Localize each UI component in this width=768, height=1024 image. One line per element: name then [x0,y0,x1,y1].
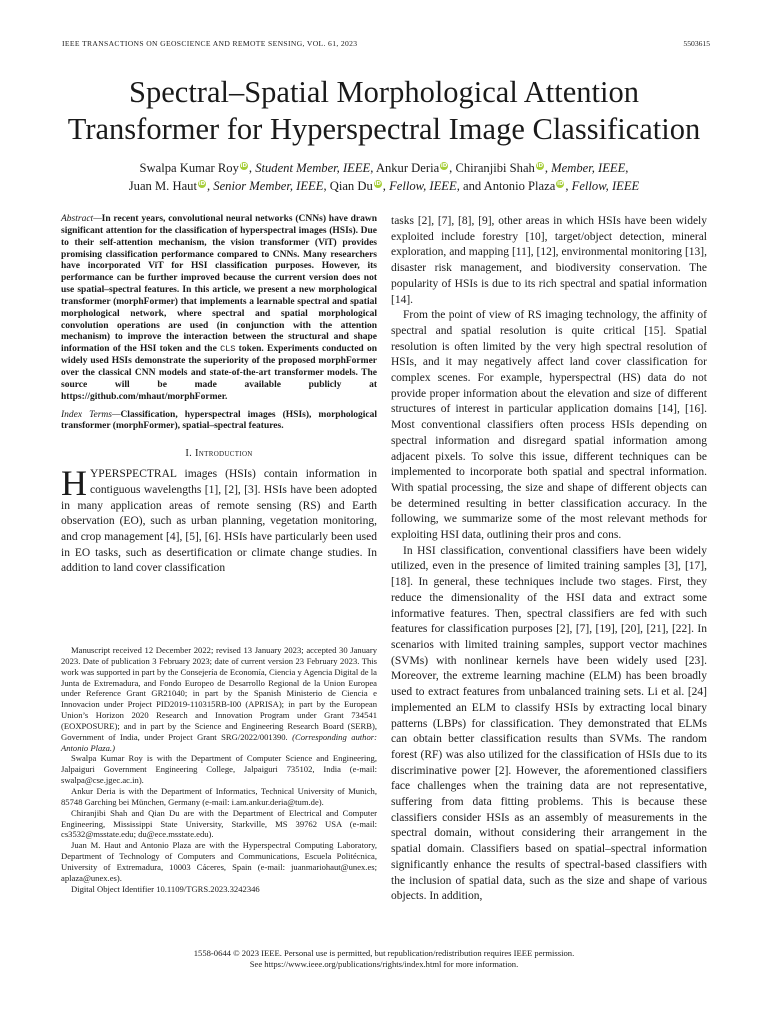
abstract-label: Abstract— [61,214,102,224]
author-name: Chiranjibi Shah [455,161,535,175]
author-role: Fellow, IEEE [389,178,457,193]
abstract [61,214,377,404]
orcid-icon[interactable]: iD [198,180,206,187]
title-line-2: Transformer for Hyperspectral Image Classification [67,112,701,146]
title-line-1: Spectral–Spatial Morphological Attention [129,75,639,109]
left-column [61,214,377,577]
footnote-affiliation: Ankur Deria is with the Department of Informatics, Technical University of Munich, 85748 Garching bei München, Germany (e-mail: i.am.ankur.deria@tum.de). [61,785,377,807]
right-column [391,214,707,905]
footnote-affiliation: Swalpa Kumar Roy is with the Department of Computer Science and Engineering, Jalpaiguri Government Engineering College, Jalpaiguri 735102, India (e-mail: swalpa@cse.jgec.ac.in). [61,753,377,786]
footnote-affiliation: Juan M. Haut and Antonio Plaza are with the Hyperspectral Computing Laboratory, Department of Technology of Computers and Communications, Escuela Politécnica, University of Extremadura, 10003 Cáceres, Spain (e-mail: juanmariohaut@unex.es; aplaza@unex.es). [61,840,377,883]
body-paragraph: tasks [2], [7], [8], [9], other areas in which HSIs have been widely exploited include forestry [10], target/object detection, mineral exploration, and mapping [11], [12], environmental monitoring [13], disaster risk management, and biodiversity conservation. The popularity of HSIs is due to its rich spectral and spatial information [14]. [391,215,707,306]
paper-title [0,74,768,148]
cls-token: CLS [220,344,236,355]
orcid-icon[interactable]: iD [374,180,381,187]
index-terms-label: Index Terms— [61,409,121,420]
author-role: Fellow, IEEE [571,178,640,193]
author-name: Ankur Deria [375,161,440,175]
author-role: Member, IEEE [551,161,626,175]
footnote-manuscript: Manuscript received 12 December 2022; revised 13 January 2023; accepted 30 January 2023. Date of publication 3 February 2023; date of current version 23 February 2023. This work was supported in part by the Consejería de Economía, Ciencia y Agencia Digital de la Junta de Extremadura, and Fondo Europeo de Desarrollo Regional de la Union Europea under Reference Grant GR21040; in part by the Spanish Ministerio de Ciencia e Innovacion under Project PID2019-110315RB-I00 (APRISA); in part by the European Union’s Horizon 2020 Research and Innovation Program under Grant 734541 (EOXPOSURE); and in part by the Science and Engineering Research Board (SERB), Government of India, under Project Grant SRG/2022/001390. (Corresponding author: Antonio Plaza.) [61,645,377,753]
intro-text: YPERSPECTRAL images (HSIs) contain information in contiguous wavelengths [1], [2], [3]. HSIs have been adopted in many application areas of remote sensing (RS) and Earth observation (EO), such as urban planning, vegetation monitoring, and crop management [4], [5], [6]. HSIs have particularly been used in EO tasks, such as desertification or climate change studies. In addition to land cover classification [61,468,377,575]
orcid-icon[interactable]: iD [536,163,544,169]
article-number: 5503615 [683,39,710,48]
copyright-footer [0,948,768,970]
copyright-line: 1558-0644 © 2023 IEEE. Personal use is permitted, but republication/redistribution requires IEEE permission. [193,948,575,958]
orcid-icon[interactable]: iD [440,163,448,169]
section-heading: I. Introduction [185,448,253,460]
footnote-affiliation: Chiranjibi Shah and Qian Du are with the Department of Electrical and Computer Engineering, Mississippi State University, Starkville, MS 39762 USA (e-mail: cs3532@msstate.edu; du@ece.msstate.edu). [61,807,377,840]
abstract-text: In recent years, convolutional neural networks (CNNs) have drawn significant attention for the classification of hyperspectral images (HSIs). Due to their self-attention mechanism, the vision transformer (ViT) provides promising classification performance compared to CNNs. Many researchers have incorporated ViT for HSI classification purposes. However, its performance can be further improved because the current version does not use spatial–spectral features. In this article, we present a new morphological transformer (morphFormer) that implements a learnable spectral and spatial morphological network, where spectral and spatial morphological convolution operations are used (in conjunction with the attention mechanism) to improve the interaction between the structural and shape information of the HSI token and the [61,214,377,355]
author-role: Student Member, IEEE [255,161,371,175]
corresponding-author: (Corresponding author: Antonio Plaza.) [61,731,377,753]
drop-cap: H [61,463,87,504]
index-terms [61,410,377,434]
index-terms-text: Classification, hyperspectral images (HSIs), morphological transformer (morphFormer), spatial–spectral features. [61,409,377,432]
author-name: Juan M. Haut [128,178,197,193]
orcid-icon[interactable]: iD [240,163,248,169]
author-name: Swalpa Kumar Roy [139,161,239,175]
section-title: Introduction [195,448,253,460]
body-paragraph: From the point of view of RS imaging technology, the affinity of spectral and spatial resolution is quite critical [15]. Spatial resolution is often limited by the very high spectral resolution of HSIs, and it may negatively affect land cover classification for complex scenes. For example, hyperspectral (HS) data do not provide proper information about the elevation and size of different structures of interest in particular application domains [14], [16]. Most conventional classifiers often process HSIs depending on spectral information and disregard spatial information among adjacent pixels. To solve this issue, different techniques can be implemented to incorporate both spatial and spectral information. With spatial processing, the size and shape of different objects can be determined resulting in better classification accuracy. In the following, we summarize some of the most relevant methods for exploiting HSI data, outlining their pros and cons. [391,309,707,542]
author-role: Senior Member, IEEE [213,178,324,193]
body-paragraph: In HSI classification, conventional classifiers have been widely utilized, even in the presence of limited training samples [3], [17], [18]. In general, these techniques include two stages. First, they reduce the dimensionality of the HSI data and extract some informative features. Then, spectral classifiers are fed with such features for classification purposes [2], [7], [19], [20], [21], [22]. In scenarios with limited training samples, support vector machines (SVMs) with nonlinear kernels have been widely used [23]. Moreover, the extreme learning machine (ELM) has been broadly used to extract features from unbalanced training sets. Li et al. [24] implemented an ELM to classify HSIs by extracting local binary patterns (LBPs) for classification. They demonstrated that ELMs can obtain better classification results than SVMs. The random forest (RF) was also utilized for the classification of HSIs due to its discriminative power [2]. However, the aforementioned classifiers face challenges when the training data are not representative, suffering from data fitting problems. This is because these classifiers consider HSIs as an assembly of measurements in the spectral domain, without considering their arrangement in the spatial domain. Classifiers based on spatial–spectral information significantly enhance the results of spectral-based classifiers with the inclusion of spatial data, such as the size and shape of various objects. In addition, [391,544,707,903]
journal-header: IEEE TRANSACTIONS ON GEOSCIENCE AND REMOTE SENSING, VOL. 61, 2023 [62,39,358,48]
author-list: Swalpa Kumar Roy iD , Student Member, IEEE, Ankur Deria iD , Chiranjibi Shah iD , Member, IEEE, Juan M. Haut iD , Senior Member, IEEE, Qian Du iD , Fellow, IEEE, and Antonio Plaza iD , Fellow, IEEE [128,161,640,193]
author-name: Qian Du [329,178,373,193]
intro-paragraph [61,463,377,577]
abstract-text-end: token. Experiments conducted on widely used HSIs demonstrate the superiority of the proposed morphFormer over the classical CNN models and state-of-the-art transformer models. The source will be made available publicly at https://github.com/mhaut/morphFormer. [61,344,378,402]
rights-link-line: See https://www.ieee.org/publications/rights/index.html for more information. [249,959,519,969]
footnotes [61,645,377,894]
footnote-doi: Digital Object Identifier 10.1109/TGRS.2023.3242346 [71,883,260,894]
author-name: and Antonio Plaza [462,178,556,193]
orcid-icon[interactable]: iD [557,180,564,187]
